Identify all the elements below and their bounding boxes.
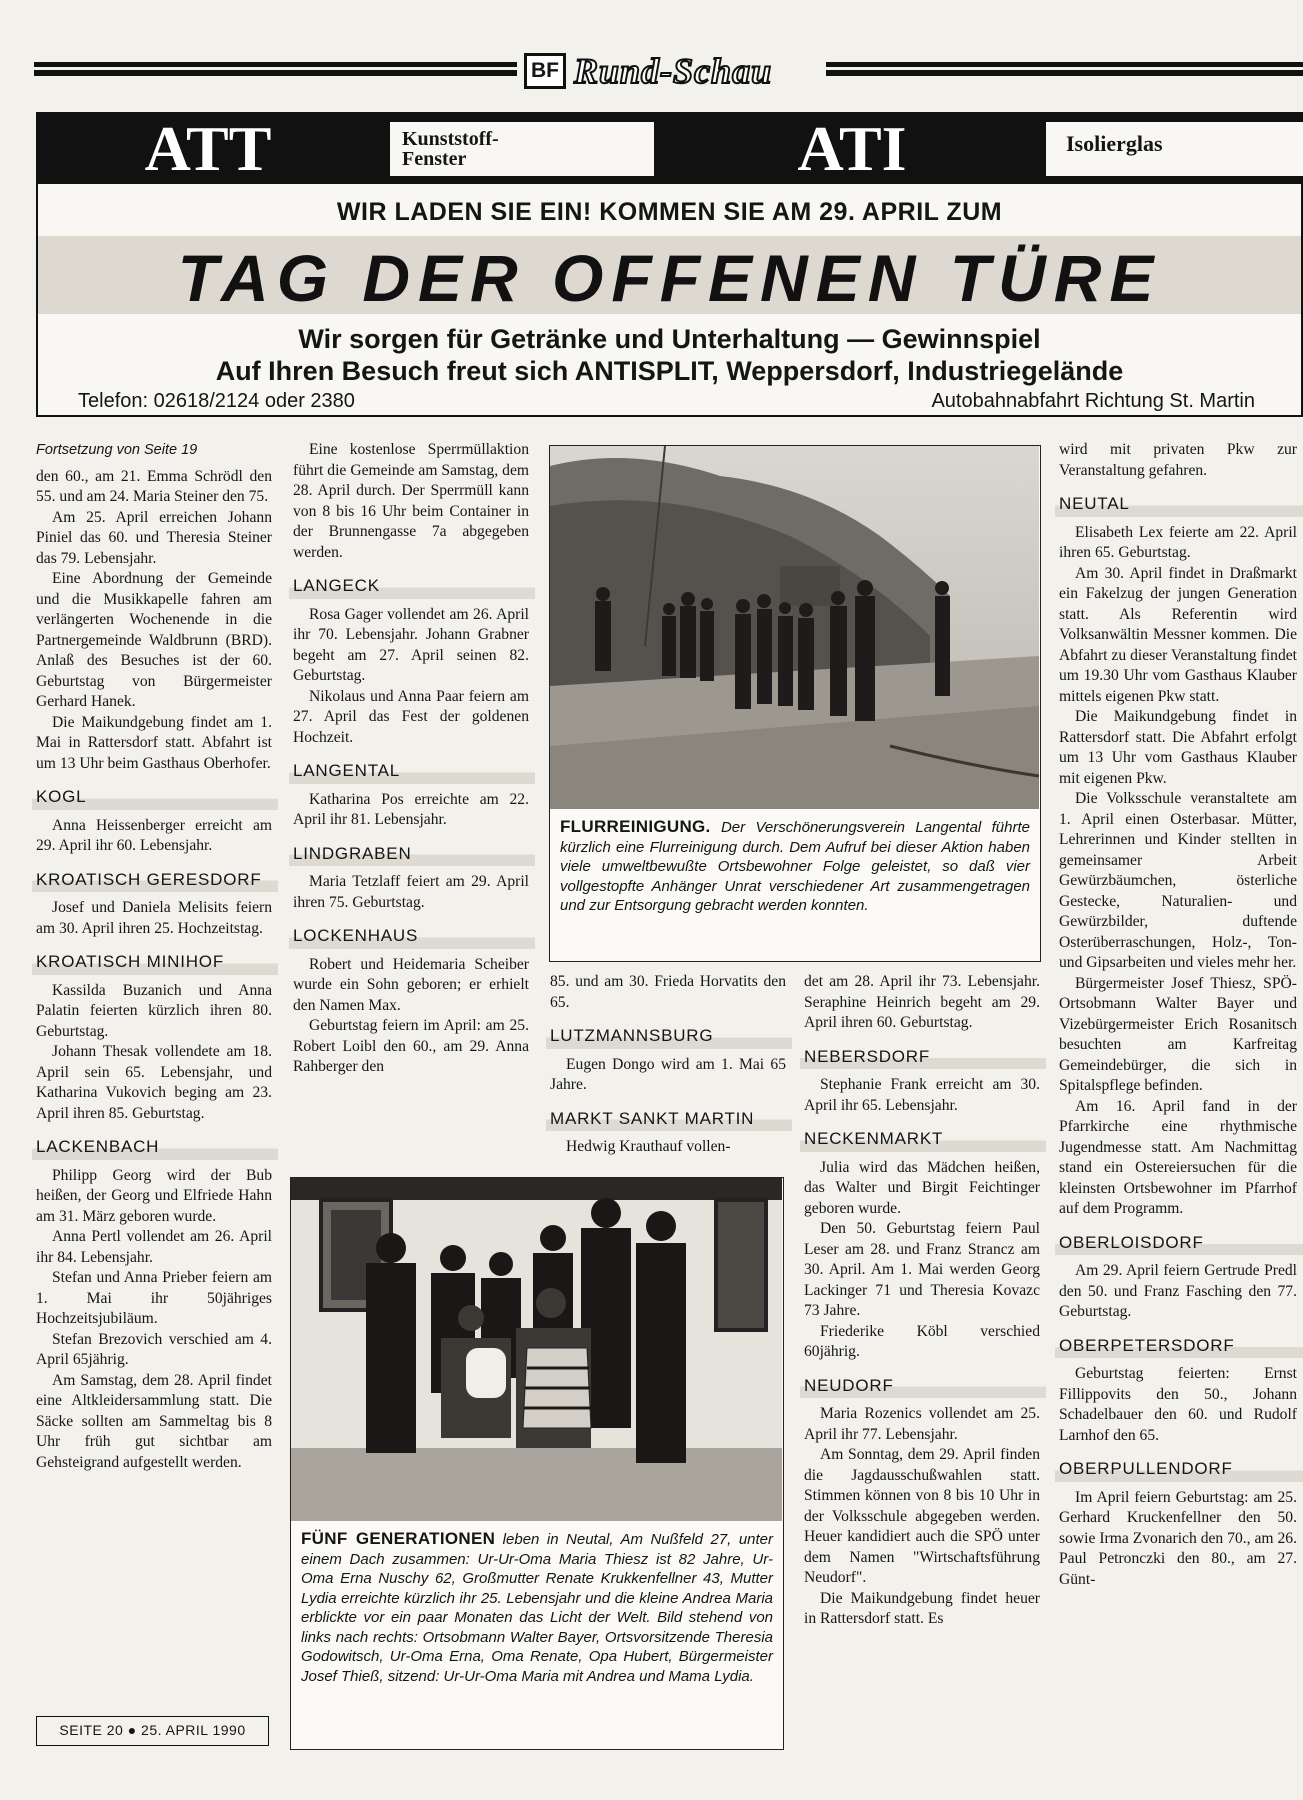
paragraph: Eugen Dongo wird am 1. Mai 65 Jahre. <box>550 1055 786 1093</box>
ad-brand-ati: ATI <box>797 113 907 184</box>
masthead <box>34 50 1303 94</box>
paragraph: Am Sonntag, dem 29. April finden die Jagdausschußwahlen statt. Stimmen können von 8 bis 10 Uhr in der Volksschule abgegeben werden. Heuer kandidiert auch die SPÖ unter dem Namen "Wirtschaftsführung Neudorf". <box>804 1446 1040 1586</box>
section-heading-kroatisch-minihof: KROATISCH MINIHOF <box>32 949 278 975</box>
paragraph: Den 50. Geburtstag feiern Paul Leser am 28. und Franz Strancz am 30. April. Am 1. Mai werden Georg Lackinger 71 und Theresia Kovazc 73 Jahre. <box>804 1220 1040 1319</box>
photo-fuenf-generationen <box>290 1177 784 1750</box>
section-heading-lackenbach: LACKENBACH <box>32 1134 278 1160</box>
section-heading-kogl: KOGL <box>32 784 278 810</box>
photo-flurreinigung-image <box>550 446 1039 809</box>
paragraph: Am Samstag, dem 28. April findet eine Altkleidersammlung statt. Die Säcke sollten am Sammeltag bis 8 Uhr früh gut sichtbar am Gehsteigrand aufgestellt werden. <box>36 1371 272 1471</box>
column-1 <box>36 440 272 1473</box>
paragraph: Kassilda Buzanich und Anna Palatin feierten kürzlich ihren 80. Geburtstag. <box>36 981 272 1040</box>
column-2 <box>293 440 529 1078</box>
paragraph: Am 29. April feiern Gertrude Predl den 50. und Franz Fasching den 77. Geburtstag. <box>1059 1262 1297 1320</box>
caption-kicker: FLURREINIGUNG. <box>560 817 711 836</box>
section-heading-oberloisdorf: OBERLOISDORF <box>1055 1230 1303 1256</box>
column-5 <box>1059 440 1297 1590</box>
paragraph: Im April feiern Geburtstag: am 25. Gerhard Kruckenfellner den 50. sowie Irma Zvonarich den 70., am 26. Paul Petronczki den 80., am 27. Günt- <box>1059 1488 1297 1588</box>
paragraph: det am 28. April ihr 73. Lebensjahr. Seraphine Heinrich begeht am 29. April ihren 60. Geburtstag. <box>804 973 1040 1031</box>
caption-text: leben in Neutal, Am Nußfeld 27, unter einem Dach zusammen: Ur-Ur-Oma Maria Thiesz ist 82 Jahre, Ur-Oma Erna Nuschy 62, Großmutter Renate Krukkenfellner 43, Mutter Lydia erreichte kürzlich ihr 25. Lebensjahr und die kleine Andrea Maria erblickte vor ein paar Monaten das Licht der Welt. Bild stehend von links nach rechts: Ortsobmann Walter Bayer, Ortsvorsitzende Theresia Godowitsch, Ur-Oma Erna, Oma Renate, Opa Hubert, Bürgermeister Josef Thieß, sitzend: Ur-Ur-Oma Maria mit Andrea und Mama Lydia. <box>301 1531 774 1685</box>
photo-flurreinigung-caption <box>550 809 1040 916</box>
paragraph: Elisabeth Lex feierte am 22. April ihren 65. Geburtstag. <box>1059 523 1297 561</box>
paragraph: den 60., am 21. Emma Schrödl den 55. und am 24. Maria Steiner den 75. <box>36 467 272 505</box>
caption-kicker: FÜNF GENERATIONEN <box>301 1529 496 1548</box>
paragraph: Rosa Gager vollendet am 26. April ihr 70. Lebensjahr. Johann Grabner begeht am 27. April seinen 82. Geburtstag. <box>293 605 529 684</box>
section-heading-lindgraben: LINDGRABEN <box>289 841 535 867</box>
caption-text: Der Verschönerungsverein Langental führte kürzlich eine Flurreinigung durch. Dem Aufruf bei dieser Aktion haben viele umweltbewußte Ortsbewohner Folge geleistet, so daß vier vollgestopfte Anhänger Unrat verschiedener Art zusammengetragen und zur Entsorgung gebracht werden konnten. <box>560 819 1030 914</box>
paragraph: Katharina Pos erreichte am 22. April ihr 81. Lebensjahr. <box>293 790 529 828</box>
ad-product-windows <box>388 120 656 178</box>
paragraph: Am 16. April fand in der Pfarrkirche eine rhythmische Jugendmesse statt. Am Nachmittag stand ein Ostereiersuchen für die kleinsten Ortsbewohner im Pfarrhof auf dem Programm. <box>1059 1097 1297 1217</box>
section-heading-langeck: LANGECK <box>289 573 535 599</box>
paragraph: Josef und Daniela Melisits feiern am 30. April ihren 25. Hochzeitstag. <box>36 899 272 937</box>
paragraph: Geburtstag feiern im April: am 25. Robert Loibl den 60., am 29. Anna Rahberger den <box>293 1017 529 1075</box>
masthead-rule-left <box>34 62 517 76</box>
ad-phone: Telefon: 02618/2124 oder 2380 <box>78 390 355 412</box>
masthead-rule-right <box>826 62 1303 76</box>
paragraph: Philipp Georg wird der Bub heißen, der Georg und Elfriede Hahn am 31. März geboren wurde. <box>36 1166 272 1225</box>
continuation-note: Fortsetzung von Seite 19 <box>36 442 198 458</box>
paragraph: Am 30. April findet in Draßmarkt ein Fakelzug der jungen Generation statt. Als Referentin wird Volksanwältin Messner kommen. Die Abfahrt zu dieser Veranstaltung findet um 19.30 Uhr vom Gasthaus Klauber mittels eigenen Pkw statt. <box>1059 564 1297 705</box>
logo-letters: BF <box>524 53 566 89</box>
ad-product-glass: Isolierglas <box>1044 120 1303 178</box>
paragraph: Nikolaus und Anna Paar feiern am 27. April das Fest der goldenen Hochzeit. <box>293 687 529 746</box>
paragraph: Die Volksschule veranstaltete am 1. April einen Osterbasar. Mütter, Lehrerinnen und Kinder stellten in gemeinsamer Arbeit Gewürzbäumchen, österliche Gestecke, Naturalien- und Gewürzbilder, duftende Osterüberraschungen, Holz-, Ton- und Gipsarbeiten und vieles mehr her. <box>1059 790 1297 971</box>
ad-headline: TAG DER OFFENEN TÜRE <box>177 241 1162 315</box>
section-heading-oberpetersdorf: OBERPETERSDORF <box>1055 1333 1303 1359</box>
section-heading-kroatisch-geresdorf: KROATISCH GERESDORF <box>32 867 278 893</box>
photo-fuenf-generationen-caption <box>291 1521 783 1686</box>
ad-line-host: Auf Ihren Besuch freut sich ANTISPLIT, Weppersdorf, Industriegelände <box>215 356 1124 386</box>
paragraph: Die Maikundgebung findet am 1. Mai in Rattersdorf statt. Abfahrt ist um 13 Uhr beim Gasthaus Oberhofer. <box>36 713 272 772</box>
paragraph: Die Maikundgebung findet heuer in Rattersdorf statt. Es <box>804 1589 1040 1627</box>
paragraph: Maria Rozenics vollendet am 25. April ihr 77. Lebensjahr. <box>804 1405 1040 1443</box>
section-heading-markt-sankt-martin: MARKT SANKT MARTIN <box>546 1106 792 1132</box>
section-heading-lutzmannsburg: LUTZMANNSBURG <box>546 1023 792 1049</box>
publication-title: Rund-Schau <box>574 51 773 91</box>
section-heading-langental: LANGENTAL <box>289 758 535 784</box>
column-4 <box>804 972 1040 1630</box>
section-heading-neutal: NEUTAL <box>1055 491 1303 517</box>
section-heading-nebersdorf: NEBERSDORF <box>800 1044 1046 1070</box>
paragraph: wird mit privaten Pkw zur Veranstaltung gefahren. <box>1059 441 1297 479</box>
section-heading-neckenmarkt: NECKENMARKT <box>800 1126 1046 1152</box>
ad-line-refreshments: Wir sorgen für Getränke und Unterhaltung — Gewinnspiel <box>298 324 1041 354</box>
paragraph: Stefan und Anna Prieber feiern am 1. Mai ihr 50jähriges Hochzeitsjubiläum. <box>36 1269 272 1327</box>
section-heading-oberpullendorf: OBERPULLENDORF <box>1055 1456 1303 1482</box>
paragraph: Hedwig Krauthauf vollen- <box>566 1138 731 1155</box>
paragraph: Am 25. April erreichen Johann Piniel das 60. und Theresia Steiner das 79. Lebensjahr. <box>36 508 272 567</box>
paragraph: Eine kostenlose Sperrmüllaktion führt die Gemeinde am Samstag, dem 28. April durch. Der Sperrmüll kann von 8 bis 16 Uhr beim Container in der Brunnengasse 7a abgegeben werden. <box>293 441 529 561</box>
paragraph: Die Maikundgebung findet in Rattersdorf statt. Die Abfahrt erfolgt um 13 Uhr vom Gasthaus Klauber mit eigenen Pkw. <box>1059 708 1297 787</box>
paragraph: Stephanie Frank erreicht am 30. April ihr 65. Lebensjahr. <box>804 1076 1040 1114</box>
ad-invite: WIR LADEN SIE EIN! KOMMEN SIE AM 29. APRIL ZUM <box>336 198 1003 226</box>
paragraph: Robert und Heidemaria Scheiber wurde ein Sohn geboren; er erhielt den Namen Max. <box>293 955 529 1014</box>
paragraph: Bürgermeister Josef Thiesz, SPÖ-Ortsobmann Walter Bayer und Vizebürgermeister Erich Rosanitsch besuchten am Karfreitag Gemeindebürger, die sich in Spitalspflege befinden. <box>1059 974 1297 1094</box>
column-3 <box>550 972 786 1158</box>
paragraph: Stefan Brezovich verschied am 4. April 65jährig. <box>36 1330 272 1368</box>
photo-flurreinigung <box>549 445 1041 962</box>
ad-directions: Autobahnabfahrt Richtung St. Martin <box>931 390 1255 412</box>
paragraph: Anna Pertl vollendet am 26. April ihr 84. Lebensjahr. <box>36 1228 272 1266</box>
advertisement <box>36 112 1303 417</box>
section-heading-lockenhaus: LOCKENHAUS <box>289 923 535 949</box>
ad-brand-att: ATT <box>144 113 272 184</box>
paragraph: 85. und am 30. Frieda Horvatits den 65. <box>550 973 786 1011</box>
paragraph: Julia wird das Mädchen heißen, das Walter und Birgit Feichtinger geboren wurde. <box>804 1158 1040 1217</box>
paragraph: Friederike Köbl verschied 60jährig. <box>804 1322 1040 1360</box>
paragraph: Geburtstag feierten: Ernst Fillippovits den 50., Johann Schadelbauer den 60. und Rudolf Larnhof den 65. <box>1059 1365 1297 1444</box>
paragraph: Johann Thesak vollendete am 18. April sein 65. Lebensjahr, und Katharina Vukovich beging am 23. April ihren 85. Geburtstag. <box>36 1043 272 1122</box>
paragraph: Maria Tetzlaff feiert am 29. April ihren 75. Geburtstag. <box>293 873 529 911</box>
paragraph: Eine Abordnung der Gemeinde und die Musikkapelle fahren am verlängerten Wochenende in die Partnergemeinde Waldbrunn (BRD). Anlaß des Besuches ist der 60. Geburtstag von Bürgermeister Gerhard Hanek. <box>36 570 272 710</box>
masthead-logo <box>524 50 772 92</box>
photo-fuenf-generationen-image <box>291 1178 782 1521</box>
paragraph: Anna Heissenberger erreicht am 29. April ihr 60. Lebensjahr. <box>36 816 272 854</box>
page-footer: SEITE 20 ● 25. APRIL 1990 <box>36 1716 269 1746</box>
section-heading-neudorf: NEUDORF <box>800 1373 1046 1399</box>
ad-product-windows-label: Kunststoff- Fenster <box>402 128 499 170</box>
